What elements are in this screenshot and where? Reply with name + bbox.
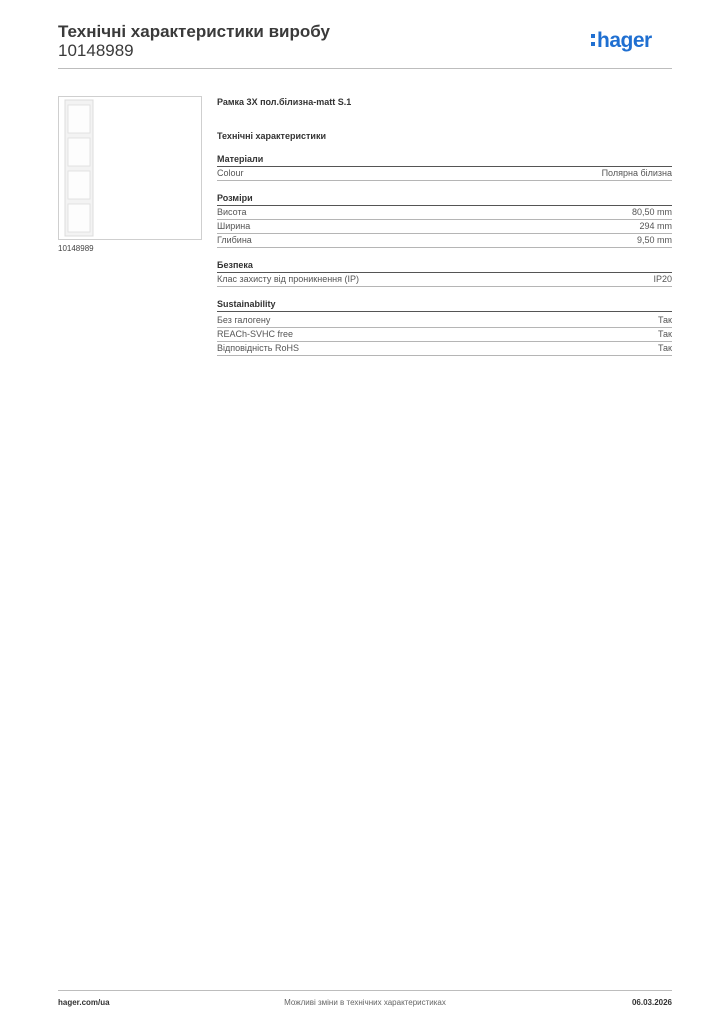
spec-label: Без галогену: [217, 315, 271, 325]
spec-value: Так: [657, 343, 672, 353]
spec-value: Полярна білизна: [601, 168, 672, 178]
spec-value: 294 mm: [639, 221, 672, 231]
spec-label: REACh-SVHC free: [217, 329, 294, 339]
spec-row: [217, 328, 672, 342]
logo-dot-top: [591, 34, 595, 38]
section-title: Технічні характеристики: [217, 131, 326, 141]
page-footer: [58, 990, 672, 1011]
spec-label: Глибина: [217, 235, 252, 245]
spec-group-sustainability: [217, 298, 672, 356]
group-title: Sustainability: [217, 298, 672, 312]
footer-website-link[interactable]: hager.com/ua: [58, 998, 110, 1007]
spec-group-dimensions: [217, 192, 672, 248]
footer-notice: Можливі зміни в технічних характеристиках: [284, 998, 446, 1007]
group-title: Розміри: [217, 192, 672, 206]
image-caption: 10148989: [58, 244, 94, 253]
product-image: [58, 96, 202, 240]
spec-value: 80,50 mm: [631, 207, 672, 217]
spec-value: Так: [657, 329, 672, 339]
product-name: Рамка 3X пол.білизна-matt S.1: [217, 97, 352, 107]
frame-illustration: [59, 97, 201, 239]
logo-text: hager: [597, 29, 652, 52]
spec-row: [217, 273, 672, 287]
spec-value: 9,50 mm: [636, 235, 672, 245]
group-title: Безпека: [217, 259, 672, 273]
page-header: [58, 20, 672, 69]
spec-group-materials: [217, 153, 672, 181]
spec-row: [217, 206, 672, 220]
spec-label: Відповідність RoHS: [217, 343, 299, 353]
spec-row: [217, 234, 672, 248]
group-title: Матеріали: [217, 153, 672, 167]
footer-date: 06.03.2026: [631, 998, 672, 1007]
spec-label: Висота: [217, 207, 247, 217]
logo-dot-bottom: [591, 42, 595, 46]
spec-label: Ширина: [217, 221, 251, 231]
spec-row: [217, 167, 672, 181]
spec-row: [217, 342, 672, 356]
document-title: Технічні характеристики виробу: [58, 22, 330, 41]
spec-row: [217, 314, 672, 328]
spec-group-safety: [217, 259, 672, 287]
spec-value: Так: [657, 315, 672, 325]
spec-content: [217, 96, 672, 356]
spec-label: Клас захисту від проникнення (IP): [217, 274, 360, 284]
product-code: 10148989: [58, 41, 134, 60]
hager-logo: [590, 26, 672, 54]
spec-value: IP20: [653, 274, 672, 284]
spec-row: [217, 220, 672, 234]
spec-label: Colour: [217, 168, 244, 178]
